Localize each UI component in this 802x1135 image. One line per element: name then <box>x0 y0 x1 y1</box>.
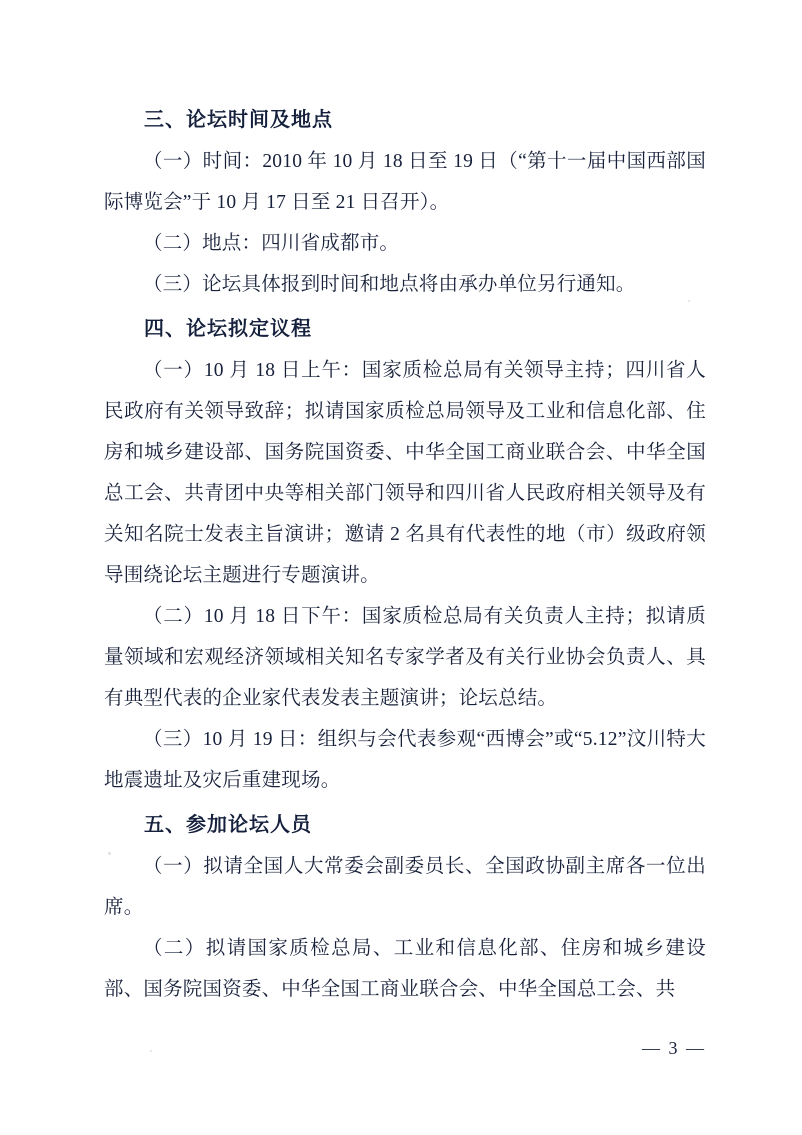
paragraph-3-1: （一）时间：2010 年 10 月 18 日至 19 日（“第十一届中国西部国际博览会”于 10 月 17 日至 21 日召开）。 <box>104 151 706 213</box>
page-number: — 3 — <box>642 1038 706 1058</box>
paragraph-5-1: （一）拟请全国人大常委会副委员长、全国政协副主席各一位出席。 <box>104 856 706 918</box>
paragraph-4-2: （二）10 月 18 日下午：国家质检总局有关负责人主持；拟请质量领域和宏观经济领域相关知名专家学者及有关行业协会负责人、具有典型代表的企业家代表发表主题演讲；论坛总结。 <box>104 606 706 709</box>
paper-speck <box>688 300 690 302</box>
paragraph-4-1: （一）10 月 18 日上午：国家质检总局有关领导主持；四川省人民政府有关领导致辞；拟请国家质检总局领导及工业和信息化部、住房和城乡建设部、国务院国资委、中华全国工商业联合会、中华全国总工会、共青团中央等相关部门领导和四川省人民政府相关领导及有关知名院士发表主旨演讲；邀请 2 名具有代表性的地（市）级政府领导围绕论坛主题进行专题演讲。 <box>104 360 706 586</box>
document-body <box>104 100 706 1010</box>
paragraph-3-3: （三）论坛具体报到时间和地点将由承办单位另行通知。 <box>143 274 636 295</box>
paragraph-3-2: （二）地点：四川省成都市。 <box>143 233 400 254</box>
paragraph-4-3: （三）10 月 19 日：组织与会代表参观“西博会”或“5.12”汶川特大地震遗址及灾后重建现场。 <box>104 729 706 791</box>
paper-speck <box>108 852 111 855</box>
section-heading-4: 四、论坛拟定议程 <box>144 318 312 340</box>
section-heading-5: 五、参加论坛人员 <box>144 814 312 836</box>
paragraph-5-2: （二）拟请国家质检总局、工业和信息化部、住房和城乡建设部、国务院国资委、中华全国工商业联合会、中华全国总工会、共 <box>104 938 706 1000</box>
paper-speck <box>150 1050 152 1052</box>
section-heading-3: 三、论坛时间及地点 <box>144 109 333 131</box>
